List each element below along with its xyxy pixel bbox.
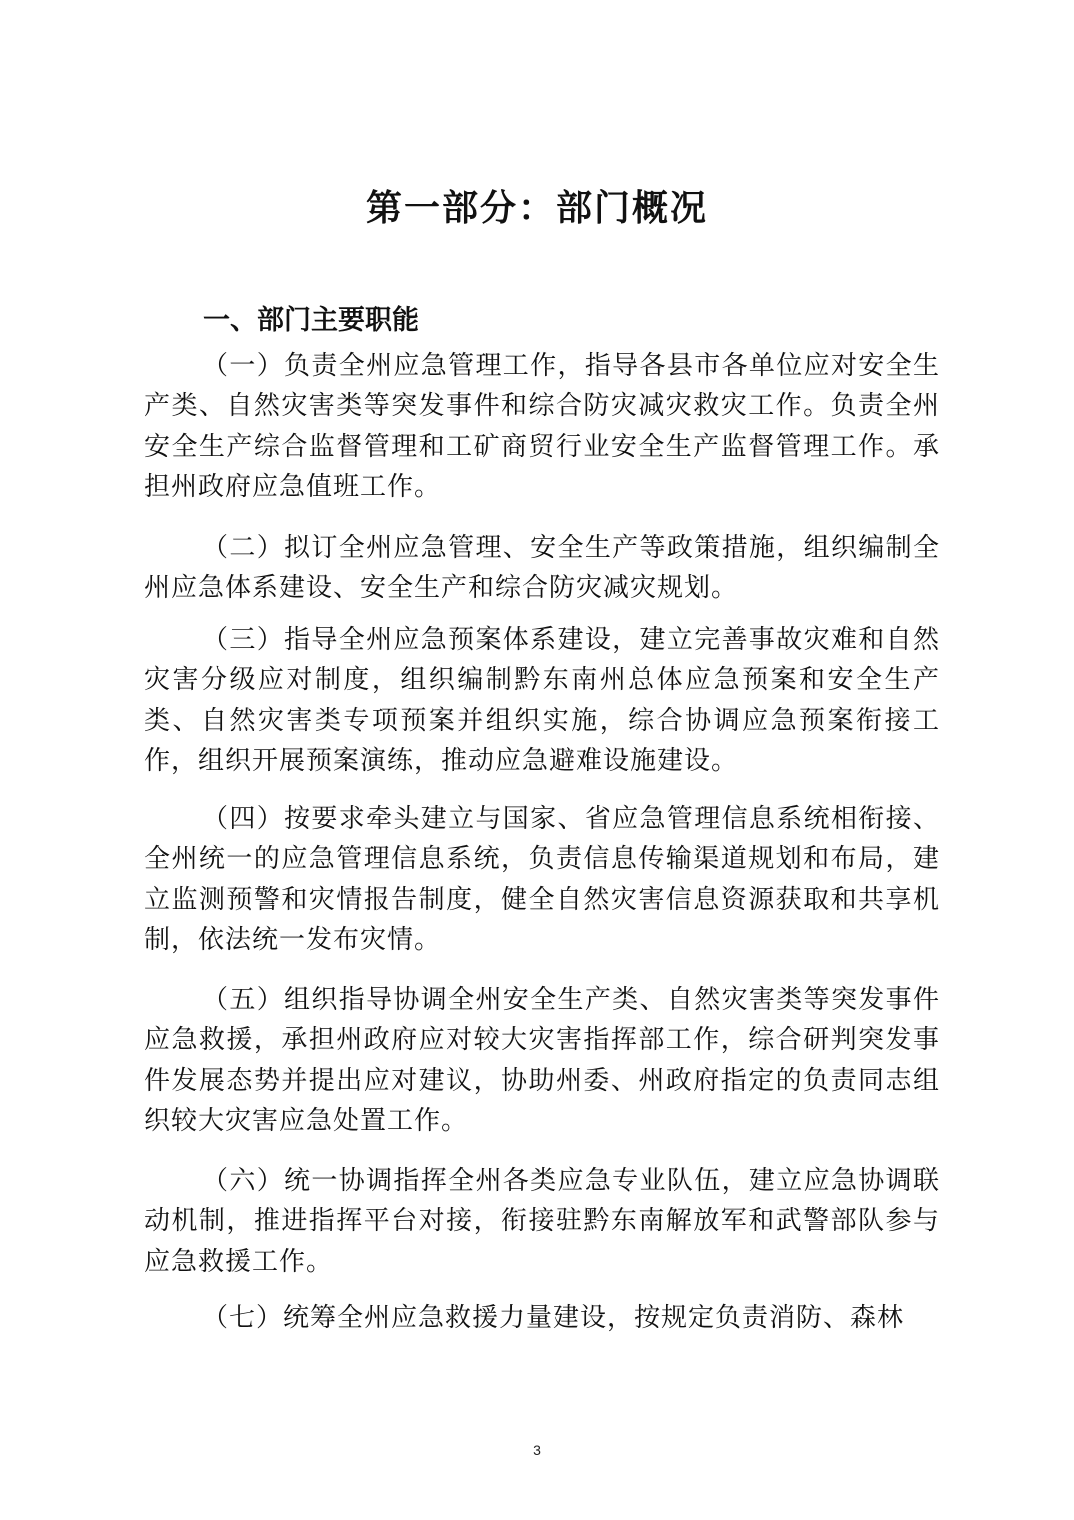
- paragraph-5: （五）组织指导协调全州安全生产类、自然灾害类等突发事件应急救援，承担州政府应对较大灾害指挥部工作，综合研判突发事件发展态势并提出应对建议，协助州委、州政府指定的负责同志组织较大灾害应急处置工作。: [144, 985, 940, 1136]
- paragraph-1: （一）负责全州应急管理工作，指导各县市各单位应对安全生产类、自然灾害类等突发事件和综合防灾减灾救灾工作。负责全州安全生产综合监督管理和工矿商贸行业安全生产监督管理工作。承担州政府应急值班工作。: [144, 351, 940, 502]
- paragraph-7: （七）统筹全州应急救援力量建设，按规定负责消防、森林: [202, 1303, 905, 1333]
- section-heading: 一、部门主要职能: [203, 305, 419, 336]
- page-number: 3: [533, 1442, 541, 1458]
- paragraph-4: （四）按要求牵头建立与国家、省应急管理信息系统相衔接、全州统一的应急管理信息系统，负责信息传输渠道规划和布局，建立监测预警和灾情报告制度，健全自然灾害信息资源获取和共享机制，依法统一发布灾情。: [144, 804, 940, 955]
- page-title: 第一部分：部门概况: [365, 188, 708, 229]
- paragraph-2: （二）拟订全州应急管理、安全生产等政策措施，组织编制全州应急体系建设、安全生产和综合防灾减灾规划。: [144, 533, 940, 604]
- paragraph-3: （三）指导全州应急预案体系建设，建立完善事故灾难和自然灾害分级应对制度，组织编制黔东南州总体应急预案和安全生产类、自然灾害类专项预案并组织实施，综合协调应急预案衔接工作，组织开展预案演练，推动应急避难设施建设。: [144, 625, 940, 776]
- paragraph-6: （六）统一协调指挥全州各类应急专业队伍，建立应急协调联动机制，推进指挥平台对接，衔接驻黔东南解放军和武警部队参与应急救援工作。: [144, 1166, 940, 1277]
